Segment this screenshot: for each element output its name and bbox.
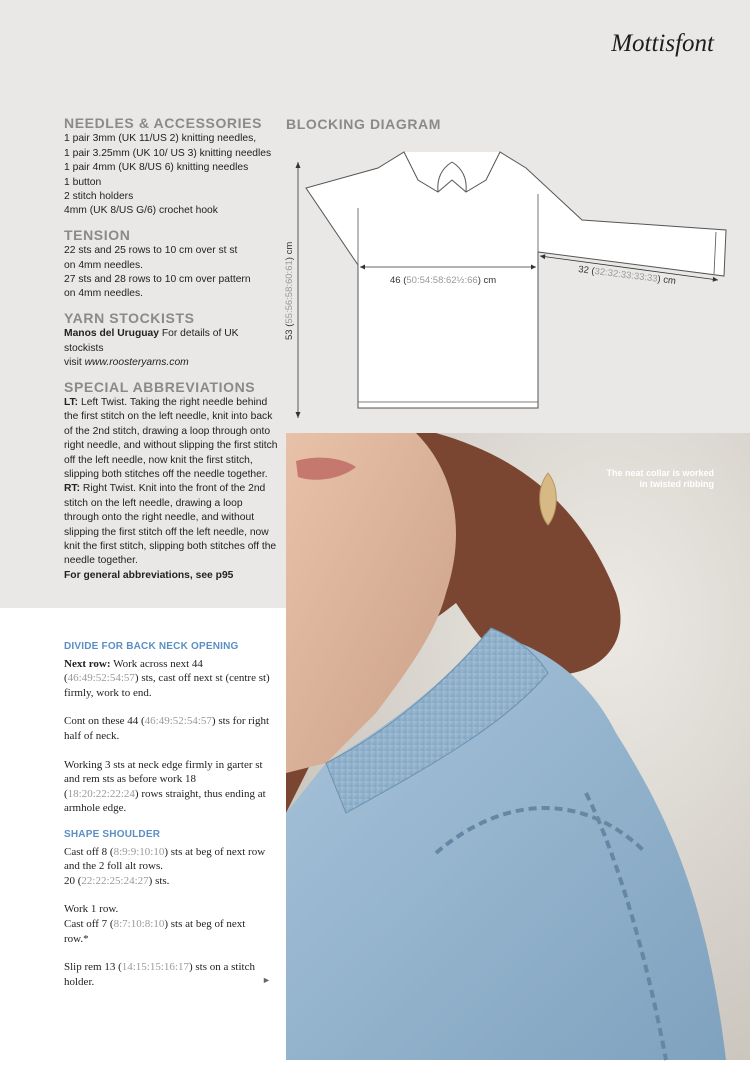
size-values: 14:15:15:16:17 xyxy=(121,961,189,974)
instruction-text: ) sts for right half of neck. xyxy=(64,715,270,742)
model-photo xyxy=(286,433,750,1060)
size-values: 8:9:9:10:10 xyxy=(113,845,165,858)
instruction-text: Cast off 8 ( xyxy=(64,845,114,858)
needles-section xyxy=(64,116,278,219)
lt-text: Left Twist. Taking the right needle behind the first stitch on the left needle, knit into back of the 2nd stitch, drawing a loop through onto right needle, and without slipping the first stitch off the left needle, now knit the first stitch, slipping both stitches off the needle together. xyxy=(64,396,278,480)
needles-line: 1 pair 3.25mm (UK 10/ US 3) knitting needles xyxy=(64,147,272,159)
instruction-text: Working 3 sts at neck edge firmly in garter st and rem sts as before work 18 ( xyxy=(64,758,263,800)
stockists-url[interactable]: www.roosteryarns.com xyxy=(84,357,189,369)
lt-definition xyxy=(64,396,278,482)
instruction-text: Work across next 44 ( xyxy=(64,657,203,685)
rt-text: Right Twist. Knit into the front of the 2nd stitch on the left needle, drawing a loop through onto the right needle, and without slipping the first stitch off the left needle, now knit the first stitch, slipping both stitches off the needle together. xyxy=(64,483,277,567)
size-values: 46:49:52:54:57 xyxy=(67,672,135,685)
size-values: 22:22:25:24:27 xyxy=(81,874,149,887)
instruction-text: ) sts, cast off next st (centre st) firmly, work to end. xyxy=(64,672,270,699)
tension-line: 27 sts and 28 rows to 10 cm over pattern xyxy=(64,274,251,286)
stockists-detail: For details of UK stockists xyxy=(64,328,239,354)
sleeve-arrowhead-right xyxy=(713,277,718,282)
photo-illustration xyxy=(286,433,750,1060)
tension-section xyxy=(64,228,278,302)
continue-arrow-icon: ► xyxy=(262,975,271,985)
next-row-label: Next row: xyxy=(64,657,111,670)
width-measurement: 46 (50:54:58:62½:66) cm xyxy=(390,275,497,286)
needles-line: 4mm (UK 8/US G/6) crochet hook xyxy=(64,205,218,217)
needles-heading: NEEDLES & ACCESSORIES xyxy=(64,115,263,131)
instruction-text: Cont on these 44 ( xyxy=(64,715,145,728)
tension-line: on 4mm needles. xyxy=(64,259,143,271)
stockists-section xyxy=(64,311,278,371)
general-abbreviations-text: For general abbreviations, see p95 xyxy=(64,569,234,581)
instruction-text: 20 ( xyxy=(64,874,82,887)
shape-shoulder-heading: SHAPE SHOULDER xyxy=(64,828,161,840)
instruction-text: ) sts at beg of next row.* xyxy=(64,917,246,945)
blocking-diagram xyxy=(286,140,750,430)
stockists-heading: YARN STOCKISTS xyxy=(64,309,195,326)
instruction-text: Slip rem 13 ( xyxy=(64,961,122,974)
instruction-text: ) rows straight, thus ending at armhole edge. xyxy=(64,787,266,815)
abbreviations-section xyxy=(64,380,278,584)
needles-line: 1 pair 4mm (UK 8/US 6) knitting needles xyxy=(64,162,249,174)
length-arrowhead-bottom xyxy=(296,412,301,418)
instruction-text: ) sts on a stitch holder. xyxy=(64,961,255,988)
cast-off-instruction xyxy=(64,845,272,889)
needles-line: 2 stitch holders xyxy=(64,191,134,203)
general-abbreviations xyxy=(64,569,278,583)
rt-definition xyxy=(64,482,278,568)
page-title: Mottisfont xyxy=(611,30,714,57)
materials-column xyxy=(64,116,278,592)
size-values: 18:20:22:22:24 xyxy=(67,787,135,800)
tension-heading: TENSION xyxy=(64,226,131,243)
photo-caption: The neat collar is worked in twisted ribbing xyxy=(606,468,714,489)
tension-line: on 4mm needles. xyxy=(64,288,143,300)
slip-instruction xyxy=(64,960,272,989)
abbreviations-heading: SPECIAL ABBREVIATIONS xyxy=(64,378,256,395)
pattern-instructions xyxy=(64,640,272,1003)
sleeve-arrowhead-left xyxy=(540,254,545,259)
size-values: 46:49:52:54:57 xyxy=(144,715,212,728)
working-instruction xyxy=(64,758,272,816)
length-measurement: 53 (55:56:58:60:61) cm xyxy=(284,241,295,340)
instruction-text: ) sts. xyxy=(148,874,170,887)
divide-heading: DIVIDE FOR BACK NECK OPENING xyxy=(64,641,239,652)
stockists-brand: Manos del Uruguay xyxy=(64,328,159,340)
instruction-text: Cast off 7 ( xyxy=(64,917,114,930)
size-values: 8:7:10:8:10 xyxy=(113,917,165,930)
lt-label: LT: xyxy=(64,396,79,408)
sleeve-measurement: 32 (32:32:33:33:33) cm xyxy=(577,264,677,287)
needles-line: 1 button xyxy=(64,176,102,188)
rt-label: RT: xyxy=(64,483,81,495)
next-row-instruction xyxy=(64,657,272,701)
work-row-instruction xyxy=(64,902,272,946)
tension-line: 22 sts and 25 rows to 10 cm over st st xyxy=(64,245,238,257)
instruction-text: ) sts at beg of next row and the 2 foll alt rows. xyxy=(64,845,266,873)
length-arrowhead-top xyxy=(296,162,301,168)
stockists-text xyxy=(64,327,278,370)
instruction-text: Work 1 row. xyxy=(64,903,119,916)
diagram-heading: BLOCKING DIAGRAM xyxy=(286,116,442,132)
stockists-visit: visit xyxy=(64,357,82,369)
needles-line: 1 pair 3mm (UK 11/US 2) knitting needles, xyxy=(64,133,257,145)
cont-instruction xyxy=(64,714,272,743)
